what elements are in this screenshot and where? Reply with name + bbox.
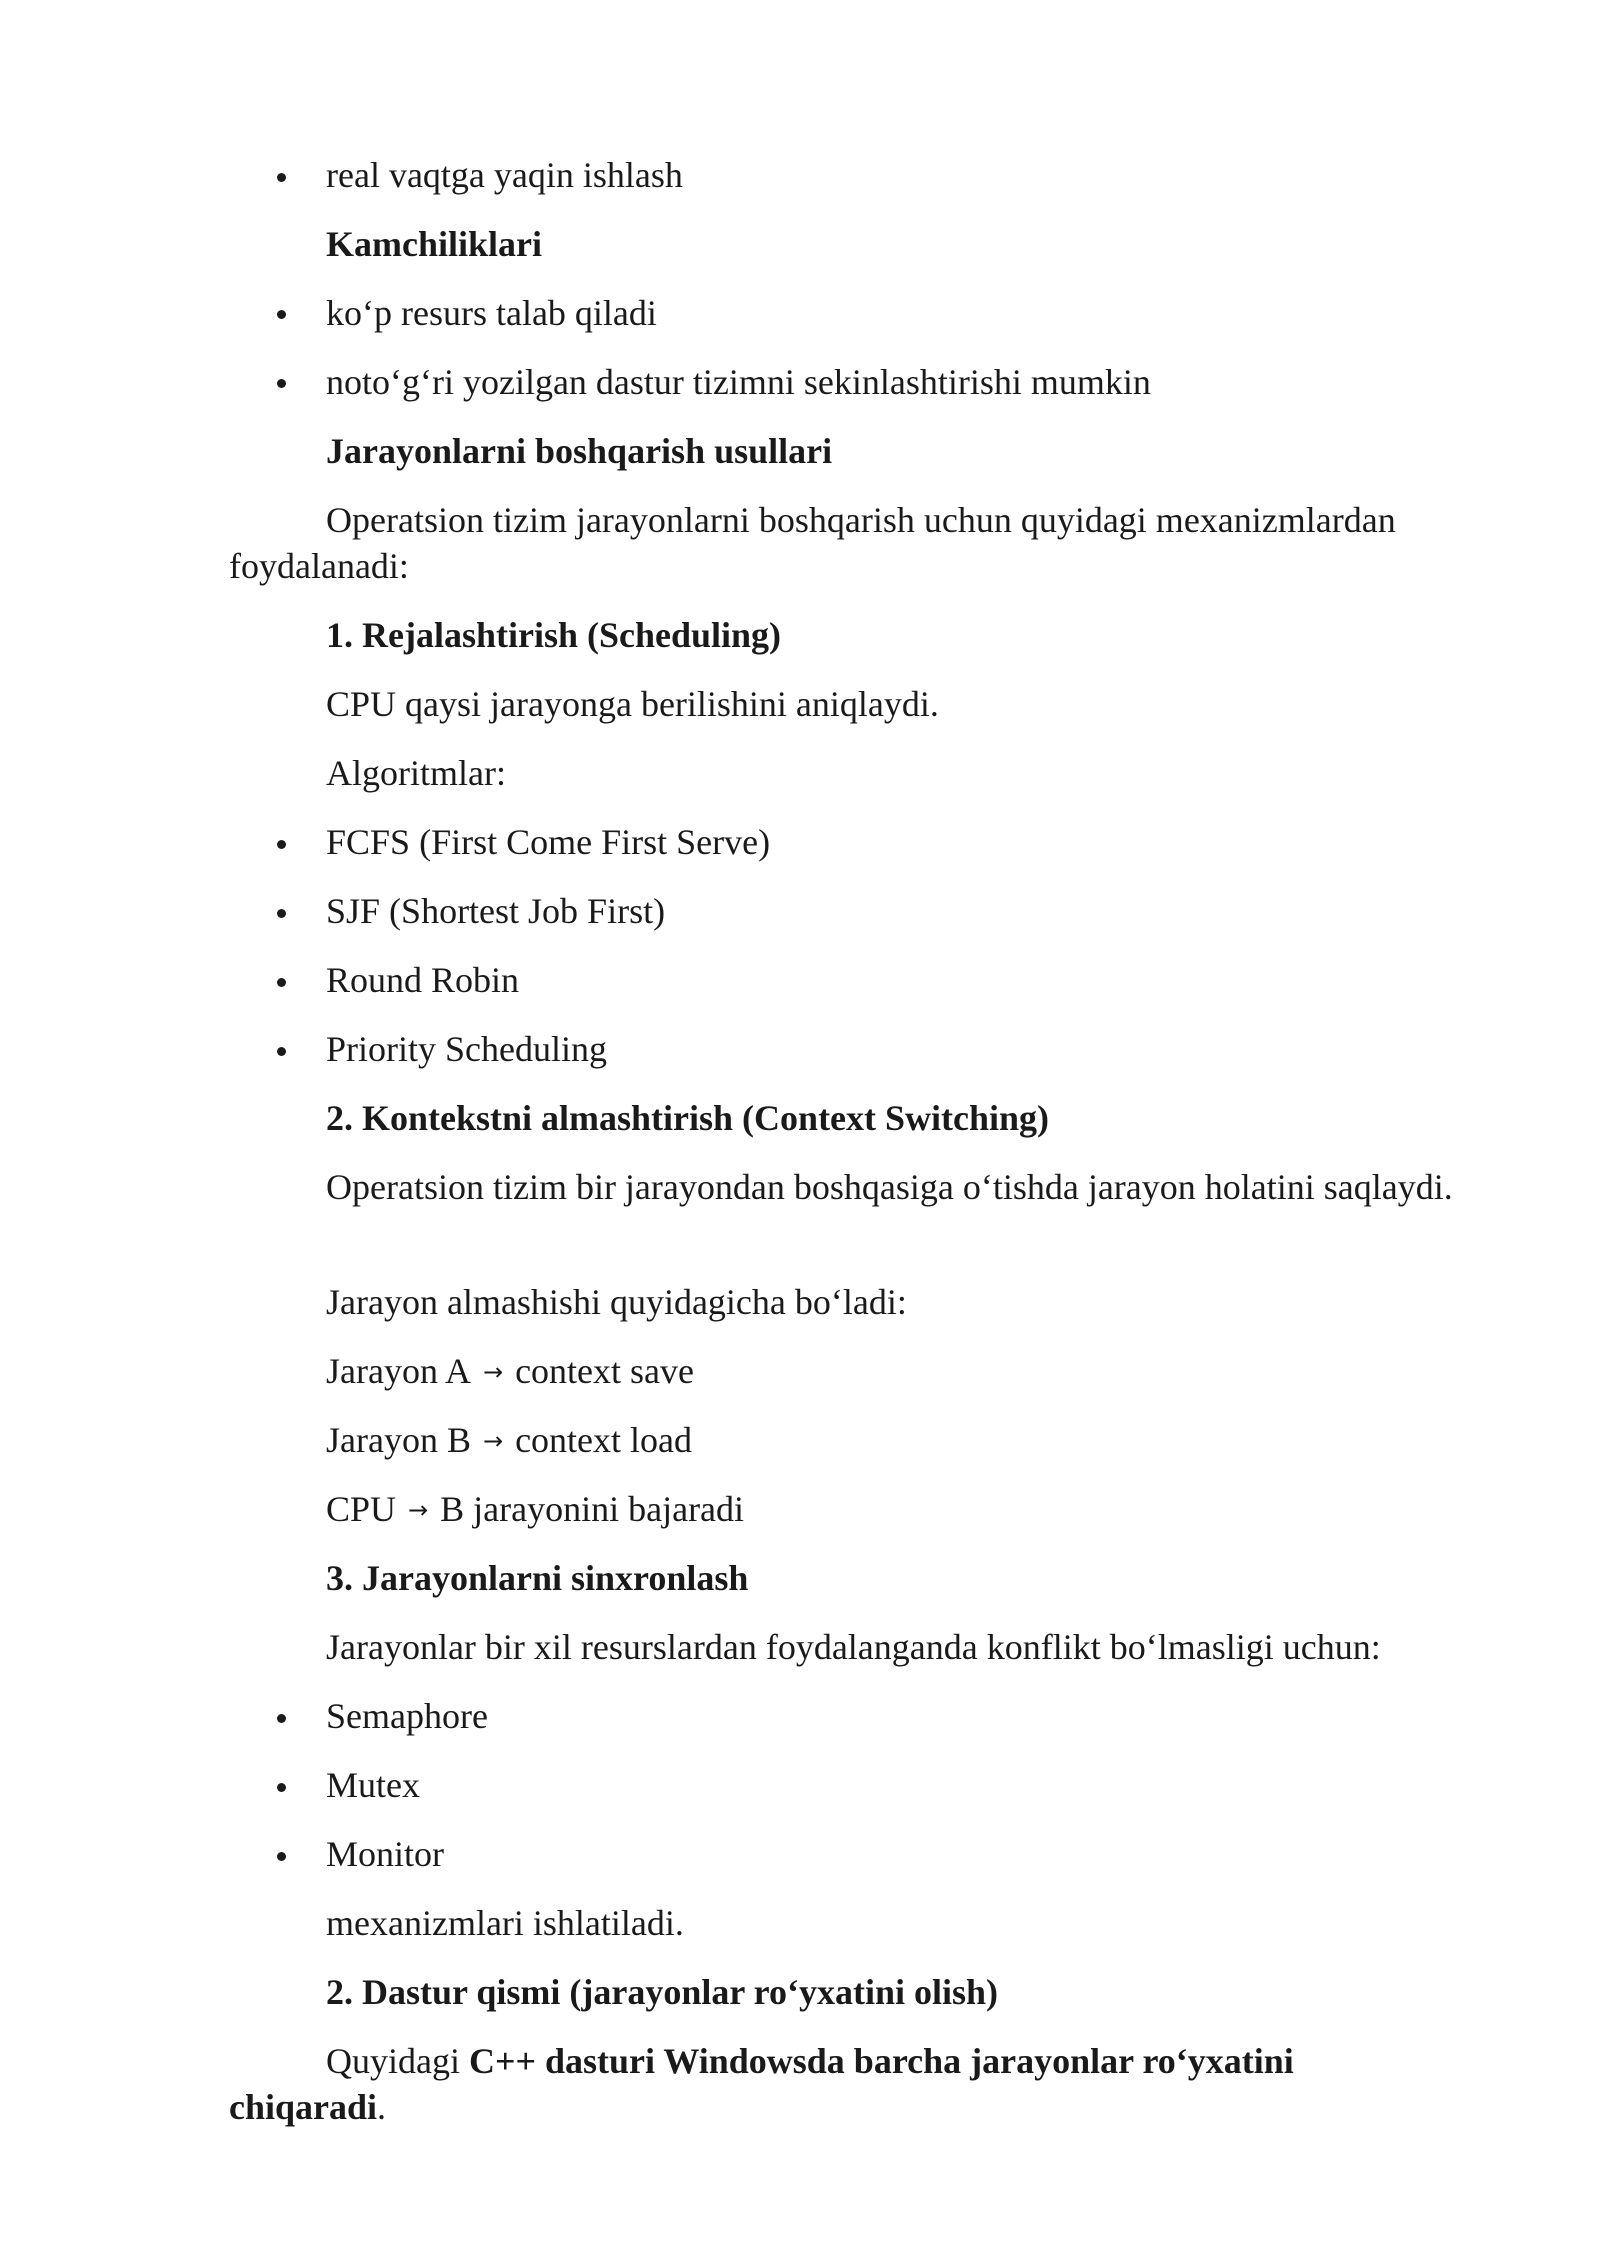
bullet-marker — [277, 310, 286, 319]
flow-step-from: CPU — [326, 1489, 397, 1529]
algorithm-item: Round Robin — [326, 960, 520, 1000]
bullet-marker — [277, 1783, 286, 1792]
context-switching-heading: 2. Kontekstni almashtirish (Context Switching) — [326, 1098, 1050, 1138]
algorithm-item: FCFS (First Come First Serve) — [326, 822, 771, 862]
algorithm-item: Priority Scheduling — [326, 1029, 607, 1069]
algorithms-label: Algoritmlar: — [326, 753, 506, 793]
program-part-text-end: . — [377, 2087, 387, 2127]
context-switching-description: Operatsion tizim bir jarayondan boshqasiga o‘tishda jarayon holatini saqlaydi. — [326, 1167, 1453, 1207]
flow-step — [326, 1417, 692, 1464]
bullet-marker — [277, 1714, 286, 1723]
bullet-marker — [277, 978, 286, 987]
flow-step-from: Jarayon B — [326, 1420, 471, 1460]
scheduling-heading: 1. Rejalashtirish (Scheduling) — [326, 615, 782, 655]
arrow-right-icon: → — [482, 1358, 504, 1386]
algorithm-item: SJF (Shortest Job First) — [326, 891, 666, 931]
arrow-right-icon: → — [482, 1427, 504, 1455]
program-part-paragraph — [229, 2038, 1459, 2130]
disadvantage-item: noto‘g‘ri yozilgan dastur tizimni sekinlashtirishi mumkin — [326, 362, 1151, 402]
bullet-marker — [277, 909, 286, 918]
program-part-bold-text: C++ dasturi Windowsda barcha jarayonlar ro‘yxatini chiqaradi — [229, 2041, 1294, 2127]
program-part-heading: 2. Dastur qismi (jarayonlar ro‘yxatini olish) — [326, 1972, 999, 2012]
management-intro: Operatsion tizim jarayonlarni boshqarish uchun quyidagi mexanizmlardan foydalanadi: — [229, 500, 1396, 586]
flow-step — [326, 1348, 694, 1395]
sync-mechanism-item: Monitor — [326, 1834, 445, 1874]
management-heading: Jarayonlarni boshqarish usullari — [326, 431, 833, 471]
bullet-marker — [277, 173, 286, 182]
scheduling-description: CPU qaysi jarayonga berilishini aniqlaydi. — [326, 684, 939, 724]
bullet-marker — [277, 379, 286, 388]
arrow-right-icon: → — [408, 1496, 429, 1524]
program-part-text: Quyidagi — [326, 2041, 469, 2081]
flow-step-to: B jarayonini bajaradi — [440, 1489, 745, 1529]
sync-mechanism-item: Mutex — [326, 1765, 420, 1805]
sync-mechanism-item: Semaphore — [326, 1696, 488, 1736]
flow-step-to: context load — [515, 1420, 693, 1460]
flow-step-to: context save — [515, 1351, 695, 1391]
advantage-item: real vaqtga yaqin ishlash — [326, 155, 683, 195]
bullet-marker — [277, 1047, 286, 1056]
bullet-marker — [277, 1852, 286, 1861]
flow-label: Jarayon almashishi quyidagicha bo‘ladi: — [326, 1282, 907, 1322]
disadvantage-item: ko‘p resurs talab qiladi — [326, 293, 657, 333]
flow-step-from: Jarayon A — [326, 1351, 471, 1391]
flow-step — [326, 1486, 744, 1533]
synchronization-description: Jarayonlar bir xil resurslardan foydalanganda konflikt bo‘lmasligi uchun: — [326, 1627, 1381, 1667]
disadvantages-heading: Kamchiliklari — [326, 224, 542, 264]
synchronization-tail: mexanizmlari ishlatiladi. — [326, 1903, 684, 1943]
synchronization-heading: 3. Jarayonlarni sinxronlash — [326, 1558, 749, 1598]
bullet-marker — [277, 840, 286, 849]
